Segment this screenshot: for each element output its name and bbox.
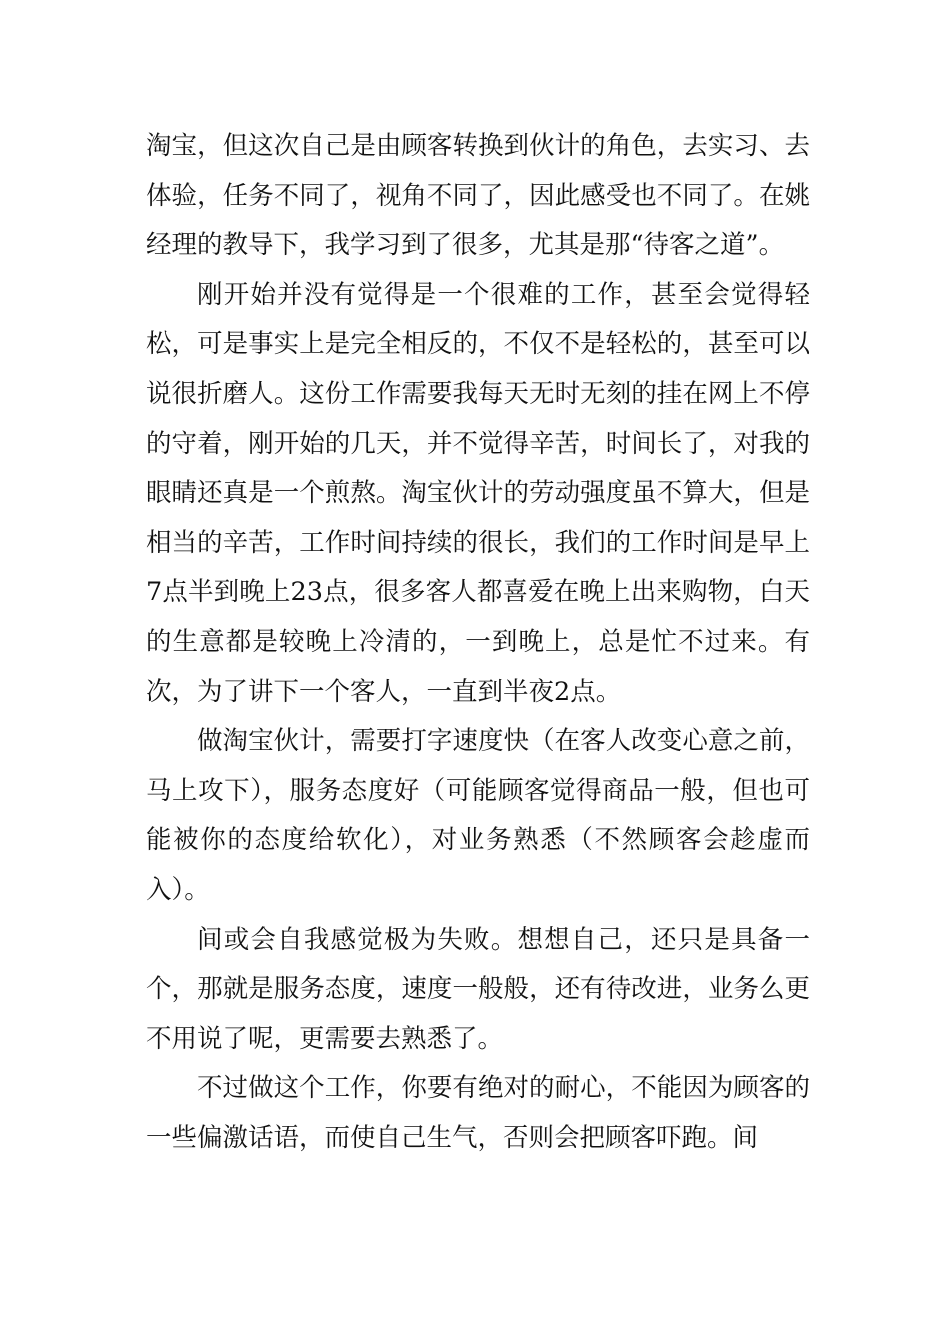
paragraph-continued: 淘宝，但这次自己是由顾客转换到伙计的角色，去实习、去体验，任务不同了，视角不同了，因此感受也不同了。在姚经理的教导下，我学习到了很多，尤其是那“待客之道”。: [146, 131, 810, 261]
paragraph-patience: 不过做这个工作，你要有绝对的耐心，不能因为顾客的一些偏激话语，而使自己生气，否则会把顾客吓跑。间: [146, 1073, 810, 1153]
document-body: [146, 122, 810, 1163]
paragraph-requirements: 做淘宝伙计，需要打字速度快（在客人改变心意之前，马上攻下），服务态度好（可能顾客觉得商品一般，但也可能被你的态度给软化），对业务熟悉（不然顾客会趁虚而入）。: [146, 726, 810, 905]
paragraph-work-hardship: 刚开始并没有觉得是一个很难的工作，甚至会觉得轻松，可是事实上是完全相反的，不仅不是轻松的，甚至可以说很折磨人。这份工作需要我每天无时无刻的挂在网上不停的守着，刚开始的几天，并不觉得辛苦，时间长了，对我的眼睛还真是一个煎熬。淘宝伙计的劳动强度虽不算大，但是相当的辛苦，工作时间持续的很长，我们的工作时间是早上7点半到晚上23点，很多客人都喜爱在晚上出来购物，白天的生意都是较晚上冷清的，一到晚上，总是忙不过来。有次，为了讲下一个客人，一直到半夜2点。: [146, 279, 810, 707]
paragraph-self-reflection: 间或会自我感觉极为失败。想想自己，还只是具备一个，那就是服务态度，速度一般般，还有待改进，业务么更不用说了呢，更需要去熟悉了。: [146, 924, 810, 1054]
